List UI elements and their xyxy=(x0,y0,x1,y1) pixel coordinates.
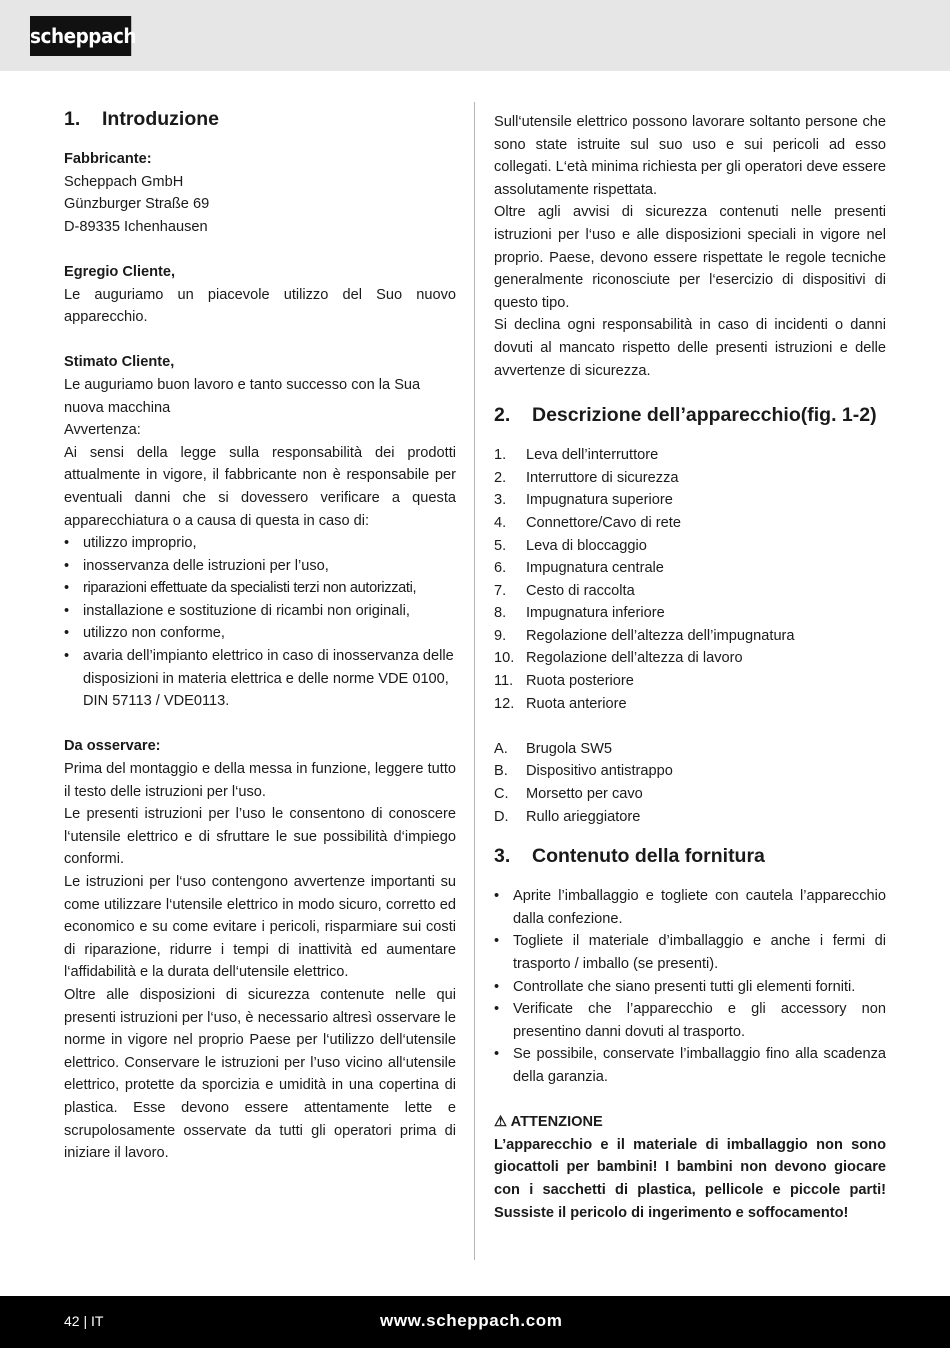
manufacturer-city: D-89335 Ichenhausen xyxy=(64,218,208,235)
section-1-title: Introduzione xyxy=(102,108,219,130)
section-3-heading xyxy=(494,841,886,871)
list-item: • installazione e sostituzione di ricambi non originali, xyxy=(64,600,456,623)
list-item: • utilizzo improprio, xyxy=(64,532,456,555)
list-item: • avaria dell’impianto elettrico in caso di inosservanza delle disposizioni in materia elettrica e delle norme VDE 0100, DIN 57113 / VDE0113. xyxy=(64,645,456,713)
warning-word: Avvertenza: xyxy=(64,422,141,439)
list-item: 4. Connettore/Cavo di rete xyxy=(494,514,681,531)
list-item: 12. Ruota anteriore xyxy=(494,695,627,712)
observe-paragraph: Prima del montaggio e della messa in funzione, leggere tutto il testo delle istruzioni per l‘uso. xyxy=(64,761,456,800)
esteemed-text: Le auguriamo buon lavoro e tanto successo con la Sua nuova macchina xyxy=(64,376,421,416)
observe-paragraph: Oltre alle disposizioni di sicurezza contenute nelle qui presenti istruzioni per l‘uso, è necessario altresì osservare le norme in vigore nel proprio Paese per l‘utilizzo dell‘utensile elettrico. Conservare le istruzioni per l’uso vicino all‘utensile elettrico, protette da sporcizia e umidità in una copertina di plastica. Esse devono essere attentamente lette e scrupolosamente osservate da tutti gli operatori prima di iniziare il lavoro. xyxy=(64,986,456,1162)
list-item: 2. Interruttore di sicurezza xyxy=(494,469,679,486)
list-item: • Verificate che l’apparecchio e gli accessory non presentino danni dovuti al trasporto. xyxy=(494,998,886,1043)
section-3-number: 3. xyxy=(494,845,511,868)
manufacturer-label: Fabbricante: xyxy=(64,151,152,167)
column-divider xyxy=(474,102,475,1260)
section-1-heading xyxy=(64,104,456,134)
warning-title: ATTENZIONE xyxy=(510,1114,603,1131)
list-item: • inosservanza delle istruzioni per l’uso, xyxy=(64,555,456,578)
parts-list xyxy=(494,444,886,715)
observe-label: Da osservare: xyxy=(64,738,161,755)
section-1-number: 1. xyxy=(64,108,81,130)
list-item: B. Dispositivo antistrappo xyxy=(494,763,673,780)
accessories-list xyxy=(494,738,886,828)
list-item: 10. Regolazione dell’altezza di lavoro xyxy=(494,650,743,667)
intro-paragraph: Sull‘utensile elettrico possono lavorare soltanto persone che sono state istruite sul suo uso e sui pericoli ad esso collegati. L‘età minima richiesta per gli operatori deve essere assolutamente rispettata. xyxy=(494,114,886,198)
list-item: 1. Leva dell’interruttore xyxy=(494,447,659,464)
section-2-title: Descrizione dell’apparecchio(fig. 1-2) xyxy=(532,404,877,427)
list-item: D. Rullo arieggiatore xyxy=(494,808,641,825)
list-item: 5. Leva di bloccaggio xyxy=(494,537,647,554)
scheppach-logo: scheppach xyxy=(30,16,131,56)
manufacturer-name: Scheppach GmbH xyxy=(64,173,184,190)
list-item: A. Brugola SW5 xyxy=(494,740,612,757)
list-item: • Se possibile, conservate l’imballaggio fino alla scadenza della garanzia. xyxy=(494,1043,886,1088)
liability-text: Ai sensi della legge sulla responsabilità dei prodotti attualmente in vigore, il fabbricante non è responsabile per eventuali danni che si dovessero verificare a questa apparecchiatura o a causa di questa in caso di: xyxy=(64,444,456,529)
section-3-title: Contenuto della fornitura xyxy=(532,845,765,868)
intro-paragraph: Oltre agli avvisi di sicurezza contenuti nelle presenti istruzioni per l‘uso e alle disposizioni speciali in vigore nel proprio. Paese, devono essere rispettate le regole tecniche generalmente riconosciute per l‘esercizio di dispositivi di questo tipo. xyxy=(494,204,886,311)
customer-label: Egregio Cliente, xyxy=(64,263,176,280)
observe-paragraph: Le presenti istruzioni per l’uso le consentono di conoscere l‘utensile elettrico e di sfruttare le sue possibilità d‘impiego conformi. xyxy=(64,806,456,868)
section-2-number: 2. xyxy=(494,404,511,427)
warning-heading xyxy=(494,1111,886,1134)
list-item: 7. Cesto di raccolta xyxy=(494,582,635,599)
liability-list xyxy=(64,532,456,713)
manufacturer-street: Günzburger Straße 69 xyxy=(64,196,210,213)
website-link[interactable]: www.scheppach.com xyxy=(380,1311,563,1330)
left-column xyxy=(64,104,456,1165)
header-bar xyxy=(0,0,950,71)
right-column xyxy=(494,111,886,1224)
section-2-heading xyxy=(494,400,886,430)
list-item: 11. Ruota posteriore xyxy=(494,673,634,690)
observe-paragraph: Le istruzioni per l‘uso contengono avvertenze importanti su come utilizzare l‘utensile elettrico in modo sicuro, corretto ed economico e su come evitare i pericoli, risparmiare sui costi di riparazione, ridurre i tempi di inattività ed aumentare l‘affidabilità e la durata dell‘utensile elettrico. xyxy=(64,874,456,981)
list-item: 8. Impugnatura inferiore xyxy=(494,605,665,622)
list-item: 6. Impugnatura centrale xyxy=(494,560,664,577)
list-item: • riparazioni effettuate da specialisti terzi non autorizzati, xyxy=(64,577,456,600)
warning-triangle-icon: ⚠ xyxy=(494,1114,508,1131)
list-item: • utilizzo non conforme, xyxy=(64,622,456,645)
esteemed-label: Stimato Cliente, xyxy=(64,354,175,371)
list-item: • Togliete il materiale d’imballaggio e anche i fermi di trasporto / imballo (se presenti). xyxy=(494,930,886,975)
intro-paragraph: Si declina ogni responsabilità in caso di incidenti o danni dovuti al mancato rispetto delle presenti istruzioni e delle avvertenze di sicurezza. xyxy=(494,317,886,379)
page-number: 42 | IT xyxy=(64,1313,104,1329)
list-item: 9. Regolazione dell’altezza dell’impugnatura xyxy=(494,627,795,644)
footer-bar xyxy=(0,1296,950,1348)
list-item: • Controllate che siano presenti tutti gli elementi forniti. xyxy=(494,976,886,999)
delivery-list xyxy=(494,885,886,1088)
list-item: C. Morsetto per cavo xyxy=(494,786,643,803)
list-item: • Aprite l’imballaggio e togliete con cautela l’apparecchio dalla confezione. xyxy=(494,885,886,930)
warning-text: L’apparecchio e il materiale di imballaggio non sono giocattoli per bambini! I bambini non devono giocare con i sacchetti di plastica, pellicole e piccole parti! Sussiste il pericolo di ingerimento e soffocamento! xyxy=(494,1136,886,1221)
list-item: 3. Impugnatura superiore xyxy=(494,492,673,509)
customer-text: Le auguriamo un piacevole utilizzo del Suo nuovo apparecchio. xyxy=(64,286,456,326)
